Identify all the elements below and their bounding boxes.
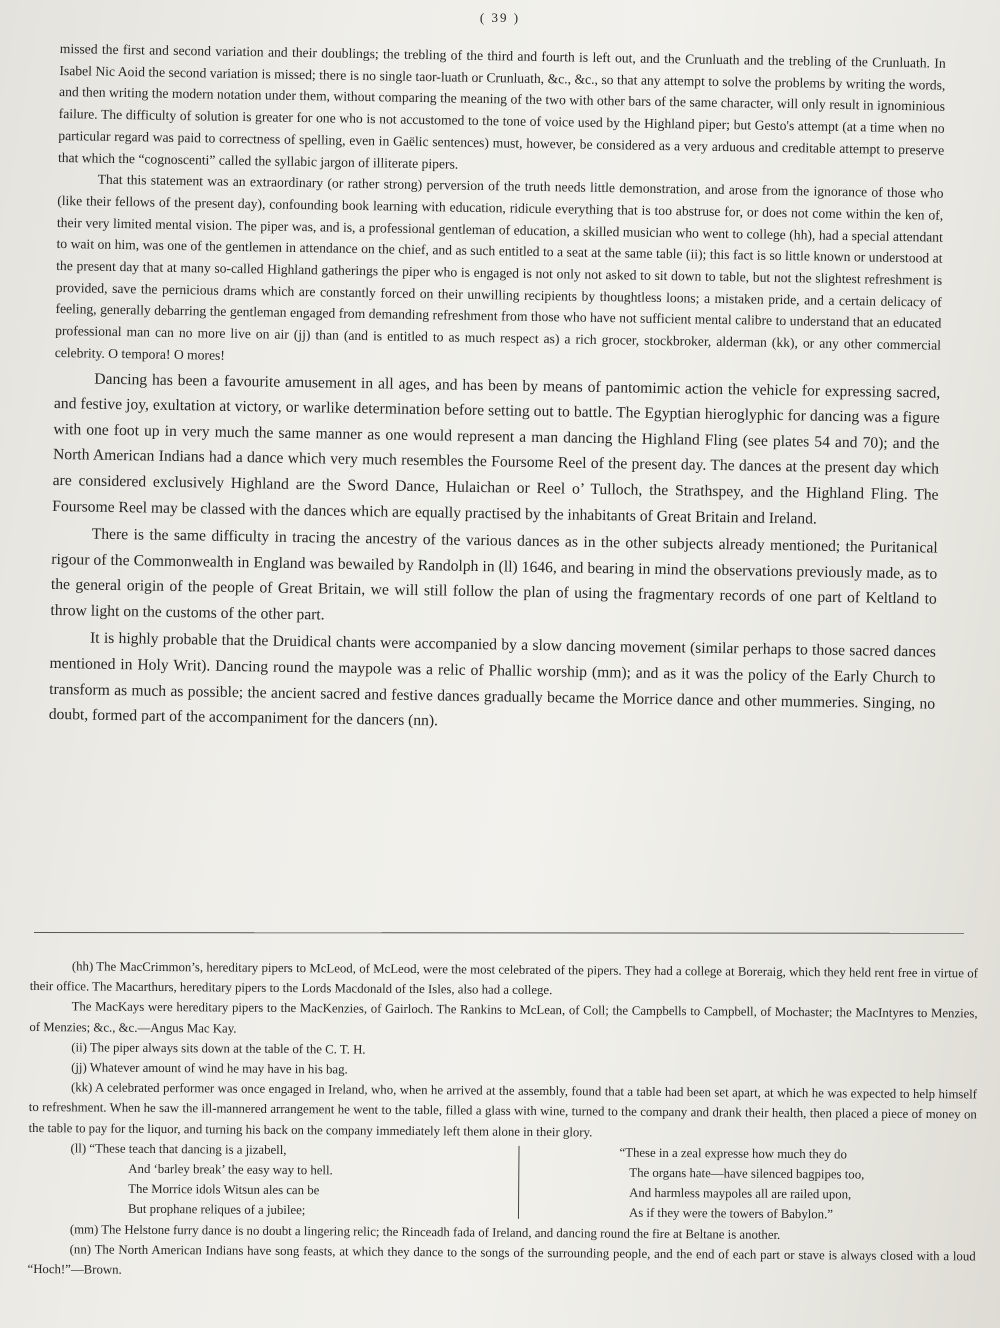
paragraph-piper: That this statement was an extraordinary (or rather strong) perversion of the truth needs little demonstration, and arose from the ignorance of those who (like their fellows of the present day), confounding book learning with education, ridicule everything that is too abstruse for, or does not come within the ken of, their very limited mental vision. The piper was, and is, a professional gentleman of education, a skilled musician who went to college (hh), had a special attendant to wait on him, was one of the gentlemen in attendance on the chief, and as such entitled to a seat at the same table (ii); this fact is so little known or understood at the present day that at many so-called Highland gatherings the piper who is engaged is not only not asked to sit down to table, but not the slightest refreshment is provided, save the pernicious drams which are constantly forced on their unwilling recipients by thoughtless loons; a mistaken pride, and a certain delicacy of feeling, generally debarring the gentleman engaged from demanding refreshment from those who have not sufficient mental calibre to understand that an educated professional man can no more live on air (jj) than (and is entitled to as much respect as) a rich grocer, stockbroker, alderman (kk), or any other commercial celebrity. O tempora! O mores! bbox=[54, 171, 944, 363]
verse-line: The organs hate—have silenced bagpipes too, bbox=[629, 1165, 865, 1182]
footnote-divider bbox=[34, 932, 964, 934]
verse-line: But prophane reliques of a jubilee; bbox=[127, 1202, 306, 1218]
text-block-large bbox=[49, 366, 941, 743]
footnote-jj: (jj) Whatever amount of wind he may have in his bag. bbox=[71, 1060, 348, 1077]
paragraph-druidical: It is highly probable that the Druidical chants were accompanied by a slow dancing movement (similar perhaps to those sacred dances mentioned in Holy Writ). Dancing round the maypole was a relic of Phallic worship (mm); and as it was the policy of the Early Church to transform as much as possible; the ancient sacred and festive dances gradually became the Morrice dance and other mummeries. Singing, no doubt, formed part of the accompaniment for the dancers (nn). bbox=[48, 630, 937, 730]
verse-line: As if they were the towers of Babylon.” bbox=[628, 1206, 834, 1222]
main-text bbox=[49, 38, 946, 742]
footnote-hh: (hh) The MacCrimmon’s, hereditary pipers to McLeod, of McLeod, were the most celebrated of the pipers. They had a college at Boreraig, which they held rent free in virtue of their office. The Macarthurs, hereditary pipers to the Lords Macdonald of the Isles, also had a college. bbox=[29, 959, 978, 998]
footnote-kk: (kk) A celebrated performer was once engaged in Ireland, who, when he arrived at the assembly, found that a table had been set apart, at which he was expected to help himself to refreshment. When he saw the ill-mannered arrangement he went to the table, filled a glass with wine, turned to the company and drank their health, then placed a piece of money on the table to pay for the liquor, and turning his back on the company immediately left them alone in their glory. bbox=[28, 1080, 977, 1140]
verse-line: The Morrice idols Witsun ales can be bbox=[128, 1182, 320, 1198]
verse-line: (ll) “These teach that dancing is a jizabell, bbox=[70, 1141, 287, 1157]
footnote-hh-continued: The MacKays were hereditary pipers to the MacKenzies, of Gairloch. The Rankins to McLean, of Coll; the Campbells to Campbell, of Mochaster; the MacIntyres to Menzies, of Menzies; &c., &c.—Angus Mac Kay. bbox=[29, 999, 978, 1036]
verse-line: And harmless maypoles all are railed upon, bbox=[629, 1185, 852, 1202]
verse-line: And ‘barley break’ the easy way to hell. bbox=[128, 1161, 333, 1178]
paragraph-dancing: Dancing has been a favourite amusement in all ages, and has been by means of pantomimic action the vehicle for expressing sacred, and festive joy, exultation at victory, or warlike determination before setting out to battle. The Egyptian hieroglyphic for dancing was a figure with one foot up in very much the same manner as one would represent a man dancing the Highland Fling (see plates 54 and 70); and the North American Indians had a dance which very much resembles the Foursome Reel of the present day. The dances at the present day which are considered exclusively Highland are the Sword Dance, Hulaichan or Reel o’ Tulloch, the Strathspey, and the Highland Fling. The Foursome Reel may be classed with the dances which are equally practised by the inhabitants of Great Britain and Ireland. bbox=[52, 370, 941, 528]
verse-left-column bbox=[28, 1138, 519, 1223]
verse-line: “These in a zeal expresse how much they do bbox=[619, 1145, 847, 1162]
footnote-ll-verse bbox=[28, 1138, 977, 1226]
footnote-nn: (nn) The North American Indians have song feasts, at which they dance to the songs of the surrounding people, and the end of each part or stave is always closed with a loud “Hoch!”—Brown. bbox=[27, 1242, 976, 1277]
verse-right-column bbox=[519, 1142, 865, 1226]
paragraph-gesto: missed the first and second variation and their doublings; the trebling of the third and fourth is left out, and the Crunluath and the trebling of the Crunluath. In Isabel Nic Aoid the second variation is missed; there is no single taor-luath or Crunluath, &c., &c., so that any attempt to solve the problems by writing the words, and then writing the modern notation under them, without comparing the meaning of the two with other bars of the same character, will only result in ignominious failure. The difficulty of solution is greater for one who is not accustomed to the tone of voice used by the Highland piper; but Gesto's attempt (at a time when no particular regard was paid to correctness of spelling, even in Gaëlic sentences) must, however, be considered as a very arduous and creditable attempt to preserve that which the “cognoscenti” called the syllabic jargon of illiterate pipers. bbox=[57, 40, 946, 172]
paragraph-ancestry: There is the same difficulty in tracing the ancestry of the various dances as in the other subjects already mentioned; the Puritanical rigour of the Commonwealth in England was bewailed by Randolph in (ll) 1646, and bearing in mind the observations previously made, as to the general origin of the people of Great Britain, we will still follow the plan of using the fragmentary records of one part of Keltland to throw light on the customs of the other part. bbox=[50, 525, 938, 624]
footnote-mm: (mm) The Helstone furry dance is no doubt a lingering relic; the Rinceadh fada of Ireland, and dancing round the fire at Beltane is another. bbox=[69, 1221, 781, 1242]
page-number: ( 39 ) bbox=[479, 10, 521, 25]
footnote-ii: (ii) The piper always sits down at the table of the C. T. H. bbox=[71, 1040, 366, 1057]
footnotes bbox=[27, 956, 978, 1287]
text-block-small bbox=[55, 38, 946, 378]
